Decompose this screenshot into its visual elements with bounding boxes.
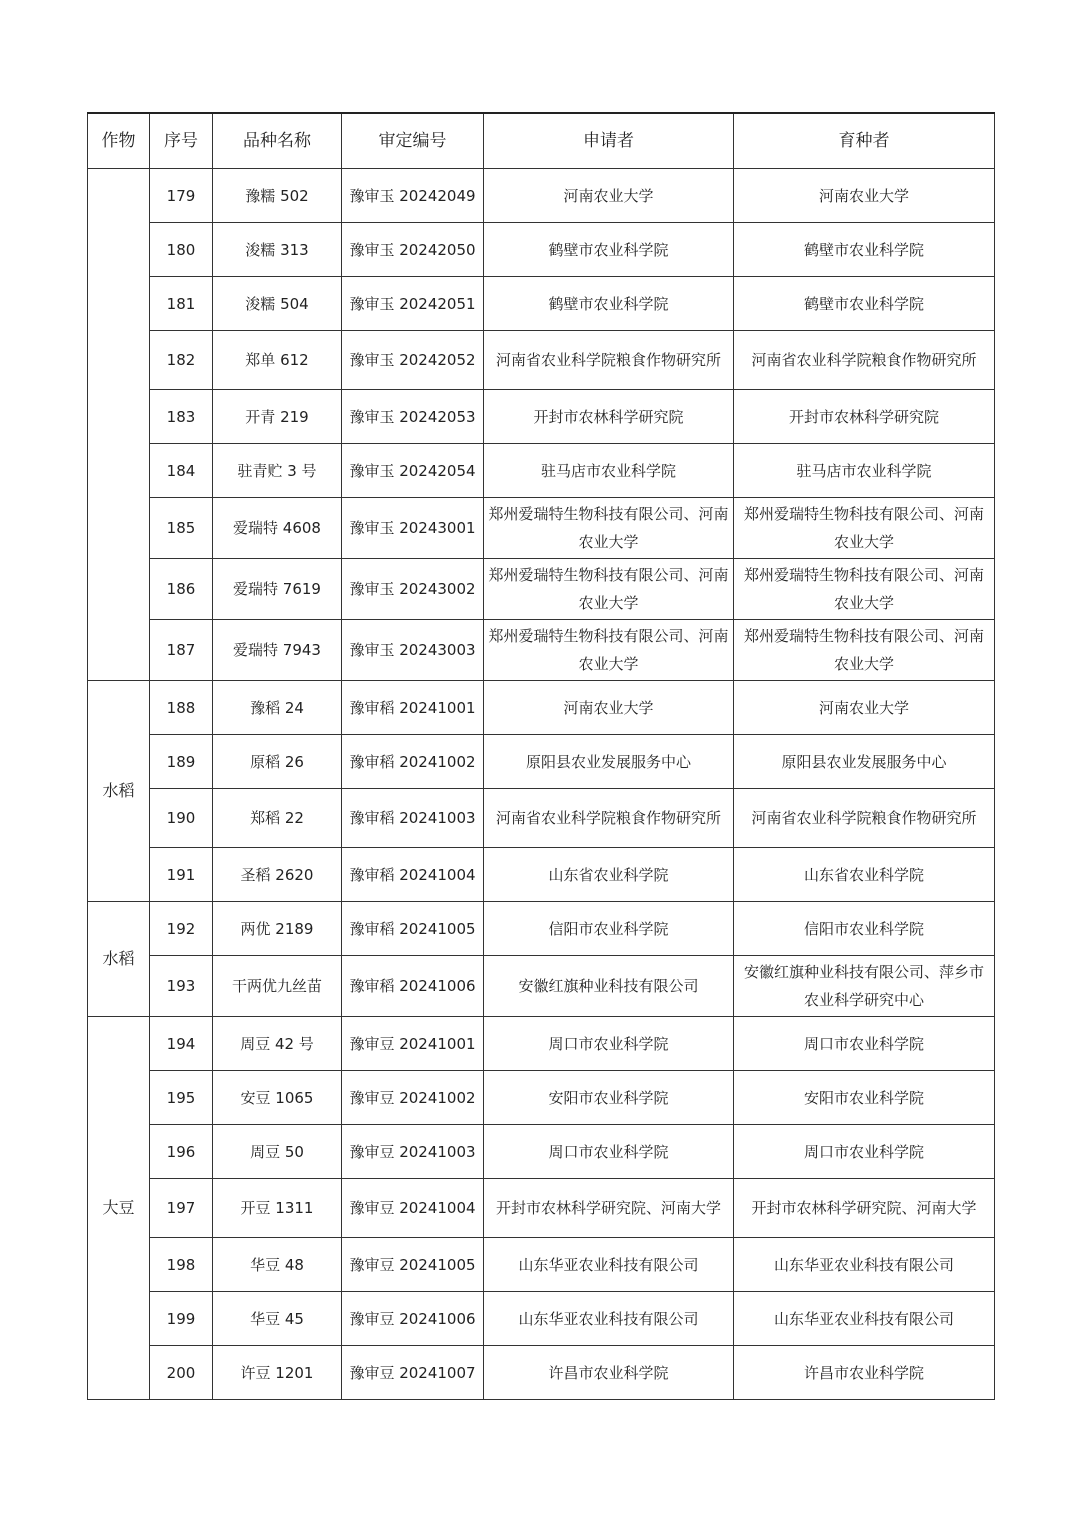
row-number: 198	[150, 1238, 213, 1292]
crop-cell: 大豆	[88, 1017, 150, 1400]
table-row	[88, 559, 995, 620]
approval-code: 豫审豆 20241006	[342, 1292, 484, 1346]
approval-code: 豫审玉 20242049	[342, 169, 484, 223]
table-row	[88, 1125, 995, 1179]
breeder: 河南省农业科学院粮食作物研究所	[734, 789, 995, 848]
variety-approval-table	[87, 112, 995, 1400]
table-row	[88, 848, 995, 902]
variety-name: 周豆 42 号	[213, 1017, 342, 1071]
variety-name: 郑稻 22	[213, 789, 342, 848]
row-number: 186	[150, 559, 213, 620]
variety-name: 华豆 45	[213, 1292, 342, 1346]
applicant: 山东华亚农业科技有限公司	[484, 1292, 734, 1346]
breeder: 原阳县农业发展服务中心	[734, 735, 995, 789]
header-approval-code: 审定编号	[342, 113, 484, 169]
applicant: 开封市农林科学研究院	[484, 390, 734, 444]
applicant: 许昌市农业科学院	[484, 1346, 734, 1400]
breeder: 信阳市农业科学院	[734, 902, 995, 956]
approval-code: 豫审玉 20243002	[342, 559, 484, 620]
breeder: 安徽红旗种业科技有限公司、萍乡市农业科学研究中心	[734, 956, 995, 1017]
variety-name: 两优 2189	[213, 902, 342, 956]
variety-name: 爱瑞特 7943	[213, 620, 342, 681]
variety-name: 浚糯 504	[213, 277, 342, 331]
applicant: 郑州爱瑞特生物科技有限公司、河南农业大学	[484, 498, 734, 559]
breeder: 河南农业大学	[734, 681, 995, 735]
variety-name: 安豆 1065	[213, 1071, 342, 1125]
crop-cell: 水稻	[88, 681, 150, 902]
approval-code: 豫审豆 20241004	[342, 1179, 484, 1238]
applicant: 河南农业大学	[484, 169, 734, 223]
table-row	[88, 1346, 995, 1400]
applicant: 河南省农业科学院粮食作物研究所	[484, 331, 734, 390]
row-number: 196	[150, 1125, 213, 1179]
approval-code: 豫审豆 20241007	[342, 1346, 484, 1400]
approval-code: 豫审稻 20241001	[342, 681, 484, 735]
breeder: 周口市农业科学院	[734, 1125, 995, 1179]
table-row	[88, 620, 995, 681]
table-row	[88, 1179, 995, 1238]
approval-code: 豫审豆 20241001	[342, 1017, 484, 1071]
applicant: 河南省农业科学院粮食作物研究所	[484, 789, 734, 848]
row-number: 180	[150, 223, 213, 277]
applicant: 原阳县农业发展服务中心	[484, 735, 734, 789]
breeder: 周口市农业科学院	[734, 1017, 995, 1071]
applicant: 河南农业大学	[484, 681, 734, 735]
breeder: 开封市农林科学研究院	[734, 390, 995, 444]
row-number: 188	[150, 681, 213, 735]
row-number: 185	[150, 498, 213, 559]
breeder: 山东华亚农业科技有限公司	[734, 1292, 995, 1346]
applicant: 山东省农业科学院	[484, 848, 734, 902]
breeder: 鹤壁市农业科学院	[734, 277, 995, 331]
approval-code: 豫审玉 20243003	[342, 620, 484, 681]
applicant: 郑州爱瑞特生物科技有限公司、河南农业大学	[484, 620, 734, 681]
applicant: 安徽红旗种业科技有限公司	[484, 956, 734, 1017]
applicant: 周口市农业科学院	[484, 1017, 734, 1071]
variety-name: 周豆 50	[213, 1125, 342, 1179]
table-row	[88, 1017, 995, 1071]
variety-name: 郑单 612	[213, 331, 342, 390]
variety-name: 驻青贮 3 号	[213, 444, 342, 498]
breeder: 山东省农业科学院	[734, 848, 995, 902]
approval-code: 豫审豆 20241002	[342, 1071, 484, 1125]
applicant: 开封市农林科学研究院、河南大学	[484, 1179, 734, 1238]
row-number: 200	[150, 1346, 213, 1400]
variety-name: 原稻 26	[213, 735, 342, 789]
crop-cell: 水稻	[88, 902, 150, 1017]
row-number: 183	[150, 390, 213, 444]
table-row	[88, 1238, 995, 1292]
applicant: 鹤壁市农业科学院	[484, 223, 734, 277]
approval-code: 豫审玉 20242050	[342, 223, 484, 277]
row-number: 199	[150, 1292, 213, 1346]
applicant: 鹤壁市农业科学院	[484, 277, 734, 331]
applicant: 周口市农业科学院	[484, 1125, 734, 1179]
breeder: 郑州爱瑞特生物科技有限公司、河南农业大学	[734, 498, 995, 559]
header-crop: 作物	[88, 113, 150, 169]
approval-code: 豫审玉 20242051	[342, 277, 484, 331]
approval-code: 豫审稻 20241004	[342, 848, 484, 902]
table-row	[88, 444, 995, 498]
variety-name: 浚糯 313	[213, 223, 342, 277]
table-row	[88, 681, 995, 735]
header-breeder: 育种者	[734, 113, 995, 169]
applicant: 山东华亚农业科技有限公司	[484, 1238, 734, 1292]
variety-name: 圣稻 2620	[213, 848, 342, 902]
approval-code: 豫审豆 20241003	[342, 1125, 484, 1179]
row-number: 195	[150, 1071, 213, 1125]
variety-name: 开豆 1311	[213, 1179, 342, 1238]
row-number: 193	[150, 956, 213, 1017]
approval-code: 豫审稻 20241005	[342, 902, 484, 956]
row-number: 182	[150, 331, 213, 390]
row-number: 181	[150, 277, 213, 331]
breeder: 许昌市农业科学院	[734, 1346, 995, 1400]
approval-code: 豫审玉 20242053	[342, 390, 484, 444]
approval-code: 豫审玉 20242054	[342, 444, 484, 498]
variety-name: 豫糯 502	[213, 169, 342, 223]
breeder: 郑州爱瑞特生物科技有限公司、河南农业大学	[734, 559, 995, 620]
variety-name: 许豆 1201	[213, 1346, 342, 1400]
table-row	[88, 277, 995, 331]
row-number: 191	[150, 848, 213, 902]
variety-name: 华豆 48	[213, 1238, 342, 1292]
approval-code: 豫审豆 20241005	[342, 1238, 484, 1292]
applicant: 郑州爱瑞特生物科技有限公司、河南农业大学	[484, 559, 734, 620]
breeder: 郑州爱瑞特生物科技有限公司、河南农业大学	[734, 620, 995, 681]
header-number: 序号	[150, 113, 213, 169]
header-row	[88, 113, 995, 169]
table-row	[88, 1292, 995, 1346]
breeder: 安阳市农业科学院	[734, 1071, 995, 1125]
table-row	[88, 498, 995, 559]
table-row	[88, 789, 995, 848]
table-row	[88, 223, 995, 277]
approval-code: 豫审玉 20242052	[342, 331, 484, 390]
row-number: 197	[150, 1179, 213, 1238]
approval-code: 豫审稻 20241003	[342, 789, 484, 848]
variety-name: 爱瑞特 4608	[213, 498, 342, 559]
table-row	[88, 1071, 995, 1125]
applicant: 安阳市农业科学院	[484, 1071, 734, 1125]
variety-name: 干两优九丝苗	[213, 956, 342, 1017]
row-number: 192	[150, 902, 213, 956]
approval-code: 豫审稻 20241002	[342, 735, 484, 789]
table-row	[88, 390, 995, 444]
variety-name: 豫稻 24	[213, 681, 342, 735]
applicant: 信阳市农业科学院	[484, 902, 734, 956]
table-row	[88, 331, 995, 390]
applicant: 驻马店市农业科学院	[484, 444, 734, 498]
row-number: 187	[150, 620, 213, 681]
row-number: 190	[150, 789, 213, 848]
breeder: 鹤壁市农业科学院	[734, 223, 995, 277]
breeder: 河南省农业科学院粮食作物研究所	[734, 331, 995, 390]
approval-code: 豫审玉 20243001	[342, 498, 484, 559]
variety-name: 开青 219	[213, 390, 342, 444]
table-row	[88, 902, 995, 956]
table-row	[88, 169, 995, 223]
variety-name: 爱瑞特 7619	[213, 559, 342, 620]
crop-cell	[88, 169, 150, 681]
row-number: 179	[150, 169, 213, 223]
approval-code: 豫审稻 20241006	[342, 956, 484, 1017]
table-row	[88, 735, 995, 789]
breeder: 开封市农林科学研究院、河南大学	[734, 1179, 995, 1238]
row-number: 194	[150, 1017, 213, 1071]
breeder: 河南农业大学	[734, 169, 995, 223]
row-number: 189	[150, 735, 213, 789]
header-applicant: 申请者	[484, 113, 734, 169]
table-row	[88, 956, 995, 1017]
row-number: 184	[150, 444, 213, 498]
breeder: 驻马店市农业科学院	[734, 444, 995, 498]
header-variety-name: 品种名称	[213, 113, 342, 169]
breeder: 山东华亚农业科技有限公司	[734, 1238, 995, 1292]
